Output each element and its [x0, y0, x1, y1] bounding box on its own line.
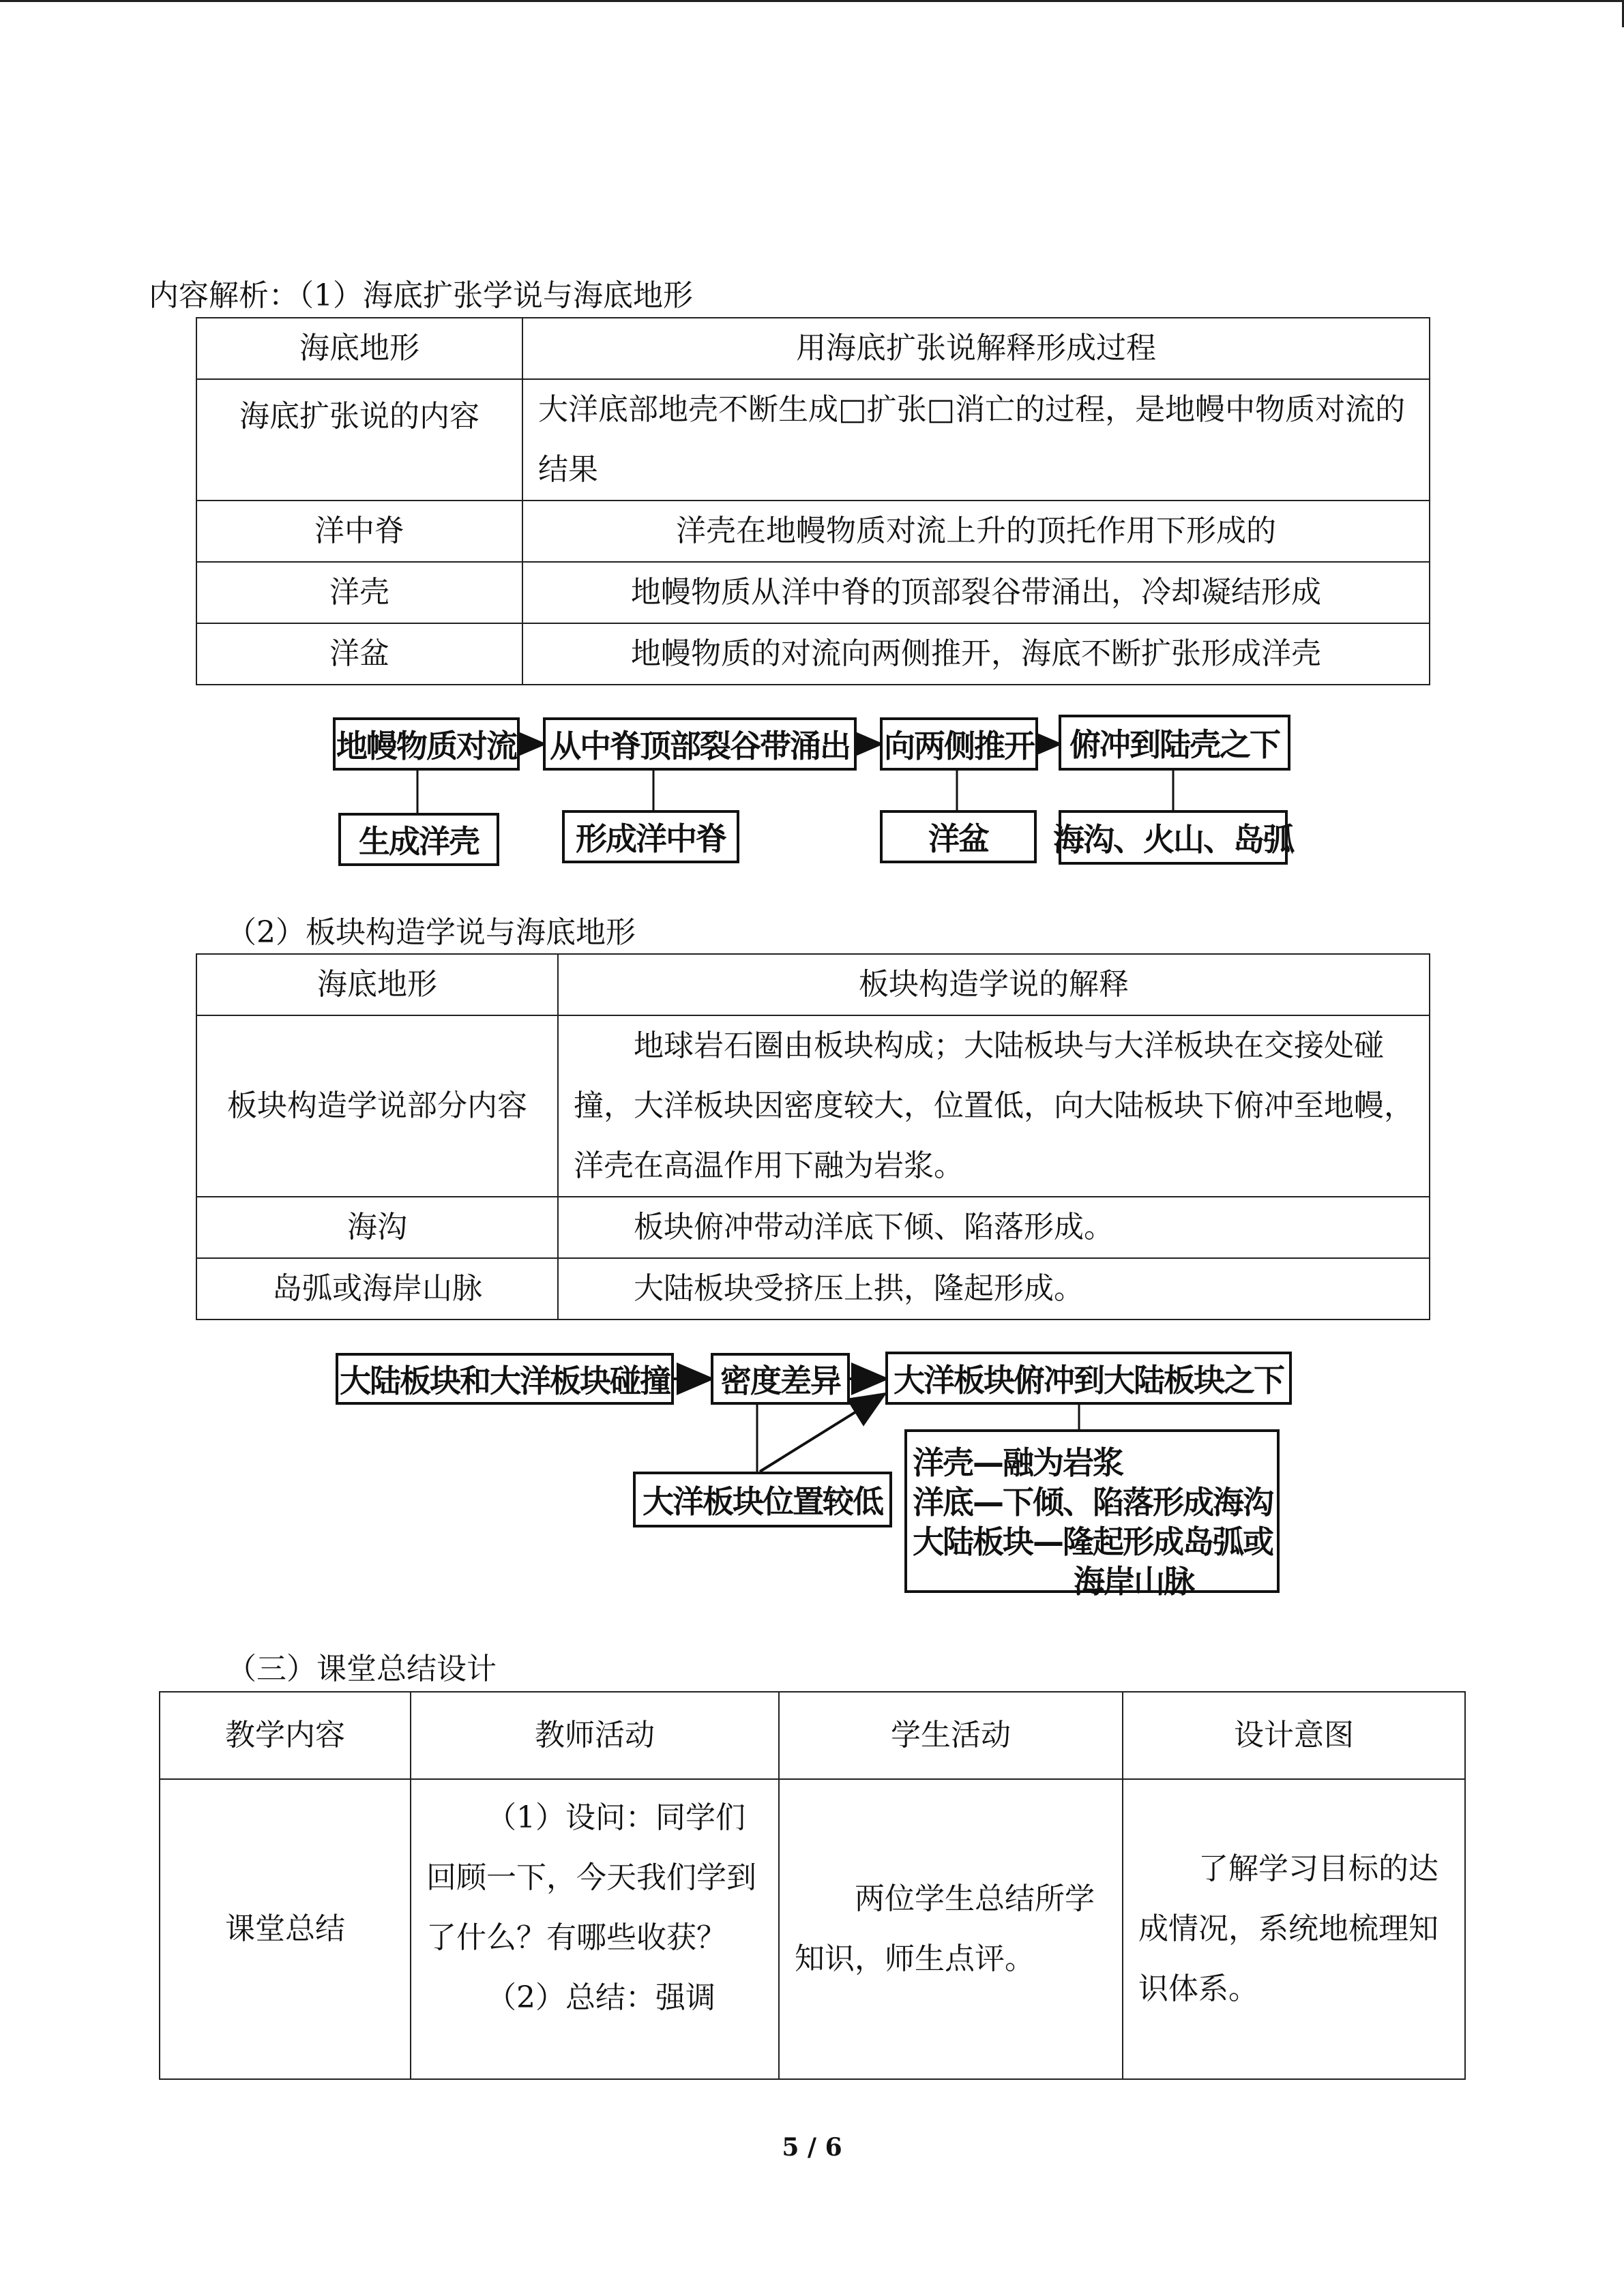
row-desc: 地幔物质的对流向两侧推开，海底不断扩张形成洋壳 [522, 623, 1430, 685]
page-number: 5 / 6 [782, 2133, 842, 2162]
result-line: 洋壳—融为岩浆 [913, 1444, 1123, 1481]
summary-table [159, 1691, 1466, 2080]
flow2-node-collision: 大陆板块和大洋板块碰撞 [336, 1353, 674, 1405]
row-desc: 地球岩石圈由板块构成；大陆板块与大洋板块在交接处碰撞，大洋板块因密度较大，位置低，向大陆板块下俯冲至地幔，洋壳在高温作用下融为岩浆。 [558, 1015, 1430, 1197]
flow1-node-mid-ridge: 形成洋中脊 [562, 810, 739, 863]
header-student: 学生活动 [779, 1692, 1123, 1779]
section1-title: 内容解析：（1）海底扩张学说与海底地形 [149, 278, 693, 313]
flow2-node-density: 密度差异 [711, 1353, 850, 1405]
row-desc: 地幔物质从洋中脊的顶部裂谷带涌出，冷却凝结形成 [522, 562, 1430, 623]
summary-intent: 了解学习目标的达成情况，系统地梳理知识体系。 [1123, 1779, 1465, 2079]
flow1-node-subduct-continent: 俯冲到陆壳之下 [1059, 715, 1290, 771]
flow1-node-ocean-crust: 生成洋壳 [338, 813, 499, 866]
flow2-node-low-position: 大洋板块位置较低 [633, 1472, 892, 1527]
flow2-results-box [904, 1429, 1280, 1600]
flow1-node-trench-arc: 海沟、火山、岛弧 [1059, 810, 1288, 865]
section2-title: （2）板块构造学说与海底地形 [226, 915, 636, 950]
row-desc: 洋壳在地幔物质对流上升的顶托作用下形成的 [522, 501, 1430, 562]
row-term: 海沟 [196, 1197, 558, 1258]
flow1-node-push-sides: 向两侧推开 [880, 717, 1038, 771]
row-term: 海底扩张说的内容 [196, 379, 522, 501]
result-line: 洋底—下倾、陷落形成海沟 [913, 1484, 1273, 1521]
flow1-node-rift-outflow: 从中脊顶部裂谷带涌出 [543, 717, 857, 771]
row-term: 洋壳 [196, 562, 522, 623]
flow1-node-mantle-convection: 地幔物质对流 [333, 717, 520, 771]
row-desc: 板块俯冲带动洋底下倾、陷落形成。 [558, 1197, 1430, 1258]
row-term: 板块构造学说部分内容 [196, 1015, 558, 1197]
header-intent: 设计意图 [1123, 1692, 1465, 1779]
row-term: 洋盆 [196, 623, 522, 685]
header-landform: 海底地形 [196, 318, 522, 379]
header-teacher: 教师活动 [411, 1692, 779, 1779]
header-explanation: 用海底扩张说解释形成过程 [522, 318, 1430, 379]
summary-teacher [411, 1779, 779, 2079]
row-term: 洋中脊 [196, 501, 522, 562]
row-term: 岛弧或海岸山脉 [196, 1258, 558, 1320]
result-line: 大陆板块—隆起形成岛弧或 [913, 1523, 1273, 1560]
result-line: 海岸山脉 [1074, 1563, 1194, 1600]
flow2-node-subduction: 大洋板块俯冲到大陆板块之下 [885, 1352, 1292, 1405]
section3-title: （三）课堂总结设计 [226, 1652, 497, 1686]
flow1-node-ocean-basin: 洋盆 [880, 810, 1037, 863]
row-desc: 大陆板块受挤压上拱，隆起形成。 [558, 1258, 1430, 1320]
header-content: 教学内容 [160, 1692, 411, 1779]
header-explanation: 板块构造学说的解释 [558, 954, 1430, 1015]
row-desc: 大洋底部地壳不断生成□扩张□消亡的过程，是地幔中物质对流的结果 [522, 379, 1430, 501]
summary-content: 课堂总结 [160, 1779, 411, 2079]
teacher-step-2: （2）总结：强调 [486, 1980, 715, 2015]
header-landform: 海底地形 [196, 954, 558, 1015]
summary-student: 两位学生总结所学知识，师生点评。 [779, 1779, 1123, 2079]
teacher-step-1: （1）设问：同学们回顾一下，今天我们学到了什么？有哪些收获？ [426, 1800, 756, 1955]
